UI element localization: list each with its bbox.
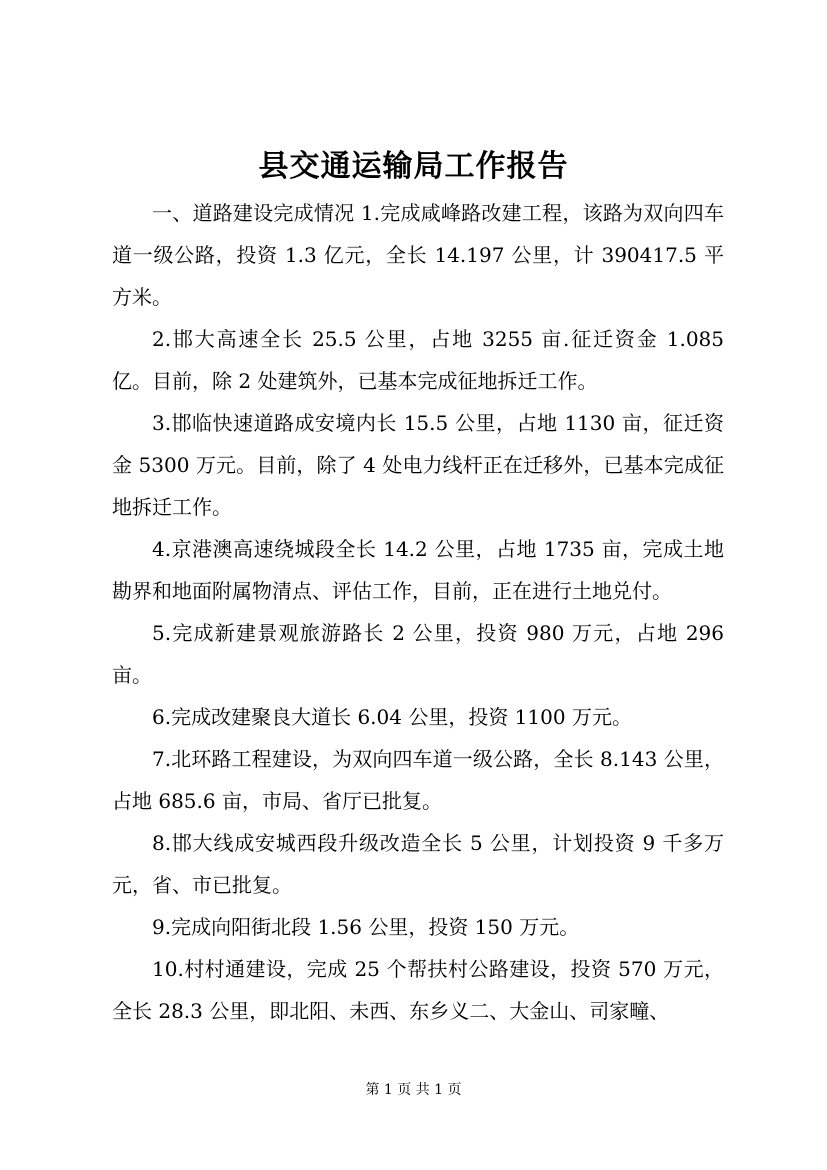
paragraph-9: 9.完成向阳街北段 1.56 公里，投资 150 万元。: [152, 915, 580, 939]
paragraph-1: 一、道路建设完成情况 1.完成咸峰路改建工程，该路为双向四车道一级公路，投资 1.3 亿元，全长 14.197 公里，计 390417.5 平方米。: [112, 201, 724, 309]
document-body: [112, 192, 724, 1032]
paragraph-10: 10.村村通建设，完成 25 个帮扶村公路建设，投资 570 万元，全长 28.3 公里，即北阳、未西、东乡义二、大金山、司家疃、: [112, 957, 724, 1023]
paragraph-3: 3.邯临快速道路成安境内长 15.5 公里，占地 1130 亩，征迁资金 5300 万元。目前，除了 4 处电力线杆正在迁移外，已基本完成征地拆迁工作。: [112, 411, 724, 519]
paragraph-4: 4.京港澳高速绕城段全长 14.2 公里，占地 1735 亩，完成土地勘界和地面附属物清点、评估工作，目前，正在进行土地兑付。: [112, 537, 724, 603]
document-title: 县交通运输局工作报告: [258, 149, 569, 184]
paragraph-2: 2.邯大高速全长 25.5 公里，占地 3255 亩.征迁资金 1.085 亿。目前，除 2 处建筑外，已基本完成征地拆迁工作。: [112, 327, 724, 393]
paragraph-7: 7.北环路工程建设，为双向四车道一级公路，全长 8.143 公里，占地 685.6 亩，市局、省厅已批复。: [112, 747, 724, 813]
paragraph-6: 6.完成改建聚良大道长 6.04 公里，投资 1100 万元。: [152, 705, 632, 729]
page-footer: 第 1 页 共 1 页: [365, 1082, 462, 1098]
paragraph-8: 8.邯大线成安城西段升级改造全长 5 公里，计划投资 9 千多万元，省、市已批复。: [112, 831, 724, 897]
paragraph-5: 5.完成新建景观旅游路长 2 公里，投资 980 万元，占地 296 亩。: [112, 621, 724, 687]
